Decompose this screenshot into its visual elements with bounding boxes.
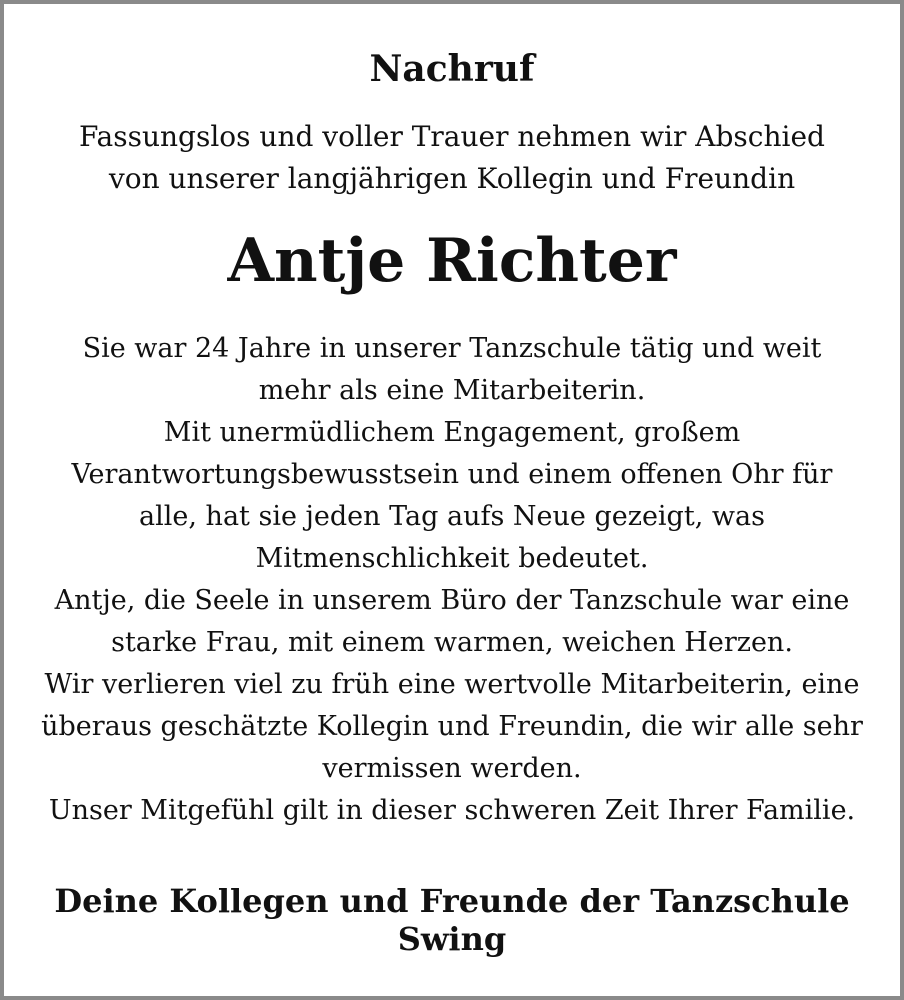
intro-line: Fassungslos und voller Trauer nehmen wir Abschied [79,120,825,153]
tribute-line: alle, hat sie jeden Tag aufs Neue gezeigt, was [139,501,765,532]
tribute-line: überaus geschätzte Kollegin und Freundin, die wir alle sehr [41,711,863,742]
tribute-line: Unser Mitgefühl gilt in dieser schweren Zeit Ihrer Familie. [48,795,856,826]
tribute-line: Mitmenschlichkeit bedeutet. [255,543,649,574]
intro-line: von unserer langjährigen Kollegin und Freundin [108,162,796,195]
tribute-line: Sie war 24 Jahre in unserer Tanzschule tätig und weit [82,333,822,364]
tribute-text [8,328,896,832]
signature [8,882,896,958]
obituary-heading: Nachruf [369,48,535,90]
tribute-line: Mit unermüdlichem Engagement, großem [163,417,741,448]
tribute-line: Verantwortungsbewusstsein und einem offenen Ohr für [71,459,833,490]
tribute-line: Antje, die Seele in unserem Büro der Tanzschule war eine [54,585,850,616]
intro-text [8,116,896,200]
signature-line: Swing [397,920,507,958]
deceased-name: Antje Richter [227,226,677,296]
tribute-line: vermissen werden. [322,753,582,784]
tribute-line: mehr als eine Mitarbeiterin. [258,375,646,406]
signature-line: Deine Kollegen und Freunde der Tanzschule [54,882,850,920]
tribute-line: Wir verlieren viel zu früh eine wertvolle Mitarbeiterin, eine [44,669,860,700]
tribute-line: starke Frau, mit einem warmen, weichen Herzen. [111,627,793,658]
